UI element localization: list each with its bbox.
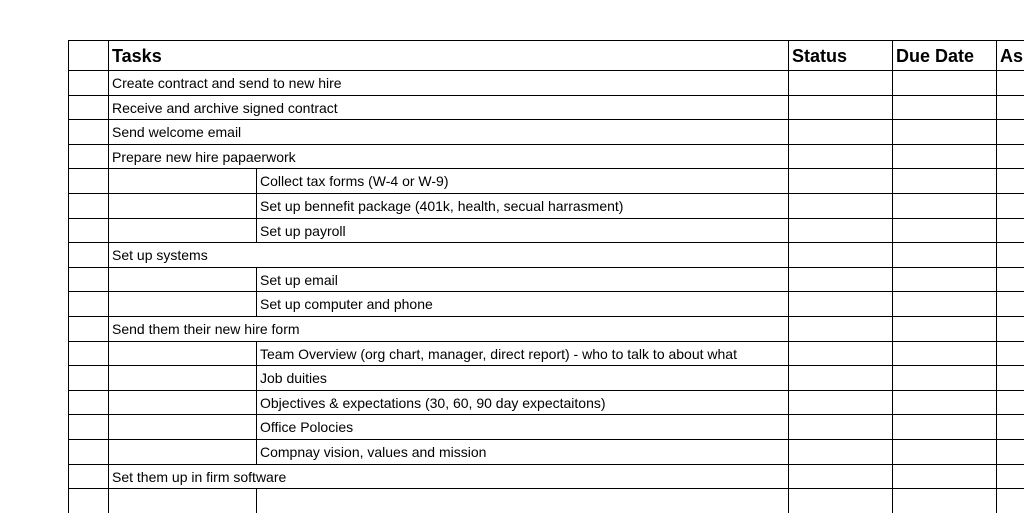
due-date-cell[interactable] [892,291,996,316]
subtask-cell[interactable]: Collect tax forms (W-4 or W-9) [256,168,788,193]
assignee-cell[interactable] [996,414,1024,439]
due-date-cell[interactable] [892,193,996,218]
table-row [68,218,1024,243]
due-date-cell[interactable] [892,218,996,243]
assignee-cell[interactable] [996,193,1024,218]
assignee-cell[interactable] [996,365,1024,390]
subtask-cell[interactable]: Office Polocies [256,414,788,439]
task-cell[interactable]: Set them up in firm software [108,464,788,489]
indent-cell[interactable] [108,365,256,390]
header-assignee[interactable]: As [996,40,1024,70]
row-gutter-cell[interactable] [68,390,108,415]
header-status[interactable]: Status [788,40,892,70]
row-gutter-cell[interactable] [68,168,108,193]
assignee-cell[interactable] [996,316,1024,341]
due-date-cell[interactable] [892,316,996,341]
indent-cell[interactable] [108,267,256,292]
subtask-cell[interactable]: Set up bennefit package (401k, health, secual harrasment) [256,193,788,218]
row-gutter-cell[interactable] [68,316,108,341]
header-due-date[interactable]: Due Date [892,40,996,70]
table-row [68,242,1024,267]
row-gutter-cell[interactable] [68,144,108,169]
row-gutter-cell[interactable] [68,291,108,316]
status-cell[interactable] [788,144,892,169]
due-date-cell[interactable] [892,414,996,439]
status-cell[interactable] [788,242,892,267]
assignee-cell[interactable] [996,95,1024,120]
indent-cell[interactable] [108,488,256,513]
status-cell[interactable] [788,316,892,341]
table-row [68,464,1024,489]
subtask-cell[interactable]: Set up computer and phone [256,291,788,316]
table-row [68,365,1024,390]
due-date-cell[interactable] [892,390,996,415]
task-cell[interactable]: Send welcome email [108,119,788,144]
indent-cell[interactable] [108,218,256,243]
assignee-cell[interactable] [996,341,1024,366]
indent-cell[interactable] [108,390,256,415]
row-gutter-cell[interactable] [68,365,108,390]
status-cell[interactable] [788,168,892,193]
status-cell[interactable] [788,193,892,218]
row-gutter-cell[interactable] [68,193,108,218]
assignee-cell[interactable] [996,488,1024,513]
assignee-cell[interactable] [996,439,1024,464]
assignee-cell[interactable] [996,464,1024,489]
due-date-cell[interactable] [892,341,996,366]
table-row [68,414,1024,439]
status-cell[interactable] [788,390,892,415]
due-date-cell[interactable] [892,242,996,267]
subtask-cell[interactable]: Team Overview (org chart, manager, direct report) - who to talk to about what [256,341,788,366]
due-date-cell[interactable] [892,144,996,169]
status-cell[interactable] [788,488,892,513]
assignee-cell[interactable] [996,119,1024,144]
status-cell[interactable] [788,70,892,95]
status-cell[interactable] [788,439,892,464]
task-cell[interactable]: Set up systems [108,242,788,267]
row-gutter-cell[interactable] [68,40,108,70]
row-gutter-cell[interactable] [68,119,108,144]
assignee-cell[interactable] [996,267,1024,292]
subtask-cell[interactable]: Job duities [256,365,788,390]
indent-cell[interactable] [108,168,256,193]
assignee-cell[interactable] [996,390,1024,415]
subtask-cell[interactable]: Set up email [256,267,788,292]
row-gutter-cell[interactable] [68,267,108,292]
table-row [68,267,1024,292]
indent-cell[interactable] [108,291,256,316]
table-row [68,168,1024,193]
indent-cell[interactable] [108,341,256,366]
assignee-cell[interactable] [996,242,1024,267]
status-cell[interactable] [788,95,892,120]
subtask-cell[interactable]: Objectives & expectations (30, 60, 90 day expectaitons) [256,390,788,415]
table-row [68,119,1024,144]
table-row [68,291,1024,316]
due-date-cell[interactable] [892,267,996,292]
assignee-cell[interactable] [996,218,1024,243]
table-row [68,193,1024,218]
assignee-cell[interactable] [996,291,1024,316]
indent-cell[interactable] [108,193,256,218]
status-cell[interactable] [788,291,892,316]
row-gutter-cell[interactable] [68,439,108,464]
due-date-cell[interactable] [892,119,996,144]
row-gutter-cell[interactable] [68,414,108,439]
row-gutter-cell[interactable] [68,341,108,366]
row-gutter-cell[interactable] [68,95,108,120]
row-gutter-cell[interactable] [68,464,108,489]
header-row [68,40,1024,70]
due-date-cell[interactable] [892,464,996,489]
status-cell[interactable] [788,267,892,292]
due-date-cell[interactable] [892,365,996,390]
status-cell[interactable] [788,119,892,144]
assignee-cell[interactable] [996,144,1024,169]
table-row [68,439,1024,464]
status-cell[interactable] [788,464,892,489]
status-cell[interactable] [788,365,892,390]
status-cell[interactable] [788,218,892,243]
table-row [68,70,1024,95]
task-cell[interactable]: Prepare new hire papaerwork [108,144,788,169]
status-cell[interactable] [788,341,892,366]
assignee-cell[interactable] [996,70,1024,95]
table-row [68,488,1024,513]
due-date-cell[interactable] [892,70,996,95]
row-gutter-cell[interactable] [68,218,108,243]
due-date-cell[interactable] [892,168,996,193]
task-cell[interactable]: Receive and archive signed contract [108,95,788,120]
indent-cell[interactable] [108,439,256,464]
assignee-cell[interactable] [996,168,1024,193]
table-row [68,95,1024,120]
row-gutter-cell[interactable] [68,488,108,513]
due-date-cell[interactable] [892,439,996,464]
subtask-cell[interactable] [256,488,788,513]
table-row [68,316,1024,341]
table-row [68,144,1024,169]
subtask-cell[interactable]: Set up payroll [256,218,788,243]
due-date-cell[interactable] [892,95,996,120]
header-tasks[interactable]: Tasks [108,40,788,70]
status-cell[interactable] [788,414,892,439]
table-row [68,341,1024,366]
row-gutter-cell[interactable] [68,242,108,267]
due-date-cell[interactable] [892,488,996,513]
row-gutter-cell[interactable] [68,70,108,95]
table-row [68,390,1024,415]
indent-cell[interactable] [108,414,256,439]
subtask-cell[interactable]: Compnay vision, values and mission [256,439,788,464]
task-cell[interactable]: Send them their new hire form [108,316,788,341]
task-cell[interactable]: Create contract and send to new hire [108,70,788,95]
